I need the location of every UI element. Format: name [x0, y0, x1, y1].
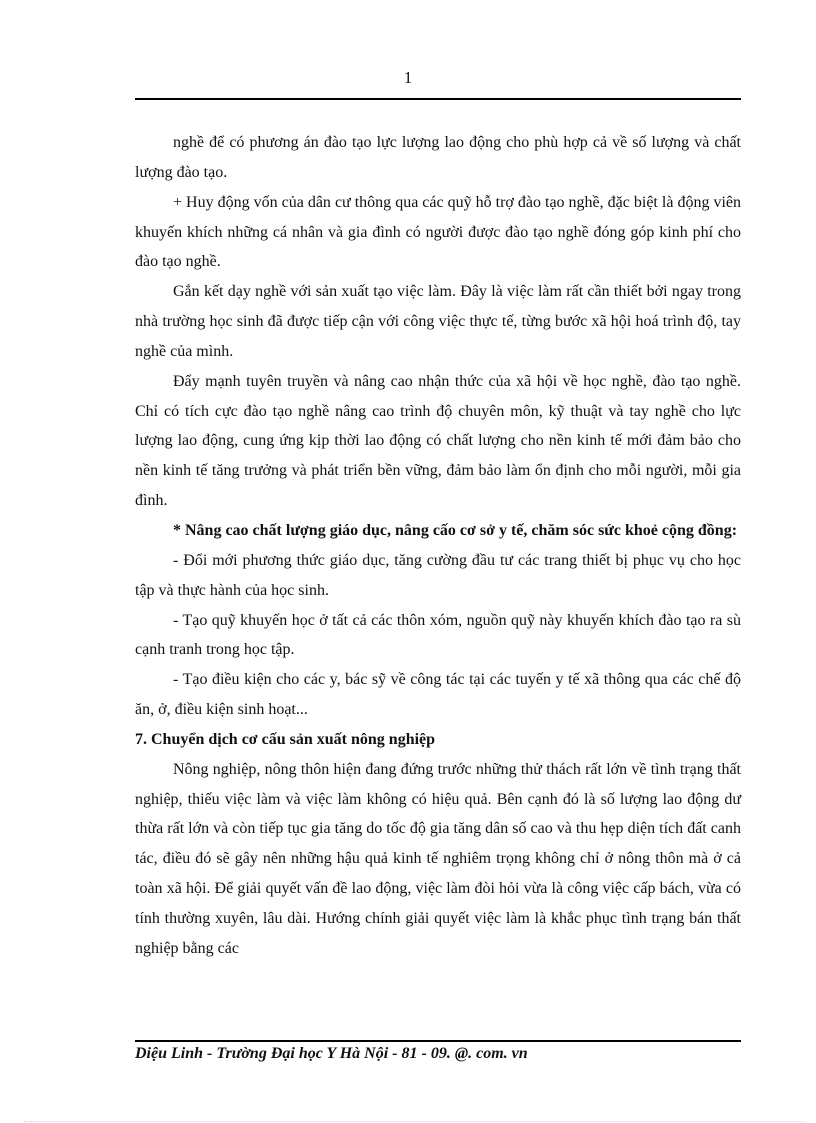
- paragraph: Gắn kết dạy nghề với sản xuất tạo việc làm. Đây là việc làm rất cần thiết bởi ngay trong nhà trường học sinh đã được tiếp cận với công việc thực tế, từng bước xã hội hoá trình độ, tay nghề của mình.: [135, 283, 741, 360]
- paragraph: Nông nghiệp, nông thôn hiện đang đứng trước những thử thách rất lớn về tình trạng thất nghiệp, thiếu việc làm và việc làm không có hiệu quả. Bên cạnh đó là số lượng lao động dư thừa rất lớn và còn tiếp tục gia tăng do tốc độ gia tăng dân số cao và thu hẹp diện tích đất canh tác, điều đó sẽ gây nên những hậu quả kinh tế nghiêm trọng không chỉ ở nông thôn mà ở cả toàn xã hội. Để giải quyết vấn đề lao động, việc làm đòi hỏi vừa là công việc cấp bách, vừa có tính thường xuyên, lâu dài. Hướng chính giải quyết việc làm là khắc phục tình trạng bán thất nghiệp bằng các: [135, 760, 741, 957]
- list-item: - Tạo quỹ khuyến học ở tất cả các thôn xóm, nguồn quỹ này khuyến khích đào tạo ra sù cạnh tranh trong học tập.: [135, 611, 741, 659]
- paragraph: nghề để có phương án đào tạo lực lượng lao động cho phù hợp cả về số lượng và chất lượng đào tạo.: [135, 134, 741, 181]
- paragraph: Đẩy mạnh tuyên truyền và nâng cao nhận thức của xã hội về học nghề, đào tạo nghề. Chỉ có tích cực đào tạo nghề nâng cao trình độ chuyên môn, kỹ thuật và tay nghề cho lực lượng lao động, cung ứng kịp thời lao động có chất lượng cho nền kinh tế mới đảm bảo cho nền kinh tế tăng trưởng và phát triển bền vững, đảm bảo làm ổn định cho mỗi người, mỗi gia đình.: [135, 372, 741, 510]
- subheading-paragraph: * Nâng cao chất lượng giáo dục, nâng cấo cơ sở y tế, chăm sóc sức khoẻ cộng đồng:: [173, 521, 738, 539]
- footer-text: Diệu Linh - Trường Đại học Y Hà Nội - 81 - 09. @. com. vn: [135, 1045, 528, 1062]
- list-item: - Tạo điều kiện cho các y, bác sỹ về công tác tại các tuyến y tế xã thông qua các chế độ ăn, ở, điều kiện sinh hoạt...: [135, 671, 741, 719]
- list-item: - Đổi mới phương thức giáo dục, tăng cường đầu tư các trang thiết bị phục vụ cho học tập và thực hành của học sinh.: [135, 551, 741, 599]
- paragraph: + Huy động vốn của dân cư thông qua các quỹ hỗ trợ đào tạo nghề, đặc biệt là động viên khuyến khích những cá nhân và gia đình có người được đào tạo nghề đóng góp kinh phí cho đào tạo nghề.: [135, 193, 741, 271]
- footer-rule: [135, 1040, 741, 1042]
- header-rule: [135, 98, 741, 100]
- page-number: 1: [403, 68, 413, 87]
- page-edge-divider: [24, 1121, 804, 1122]
- section-heading: 7. Chuyển dịch cơ cấu sản xuất nông nghiệp: [135, 730, 436, 748]
- document-body: [135, 128, 741, 964]
